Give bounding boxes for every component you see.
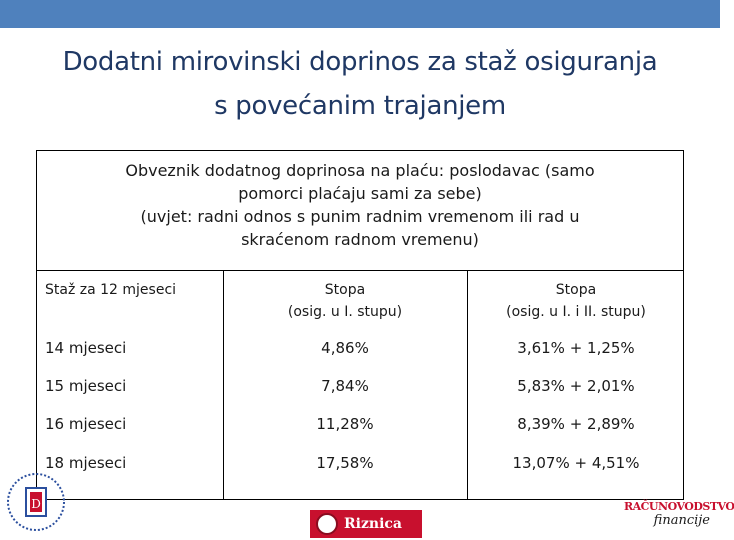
intro-line-3: (uvjet: radni odnos s punim radnim vremenom ili rad u [140, 207, 580, 226]
slide-title [20, 40, 700, 128]
table-intro [37, 151, 683, 271]
header-staz: Staž za 12 mjeseci [45, 282, 177, 298]
row-4-period: 18 mjeseci [45, 454, 127, 472]
header-stopa-1 [223, 279, 467, 323]
row-3-rate1: 11,28% [316, 415, 374, 433]
svg-text:D: D [31, 497, 41, 511]
header-stopa-2-line2: (osig. u I. i II. stupu) [506, 304, 646, 320]
header-stopa-1-line1: Stopa [324, 282, 366, 298]
slide-top-bar [0, 0, 720, 28]
row-3-period: 16 mjeseci [45, 415, 127, 433]
riznica-logo [310, 510, 422, 538]
title-line-1: Dodatni mirovinski doprinos za staž osiguranja [62, 47, 658, 77]
header-stopa-2 [467, 279, 685, 323]
row-3-rate2: 8,39% + 2,89% [517, 415, 635, 433]
institution-seal-logo [4, 468, 68, 536]
racunovodstvo-logo-line2: financije [653, 513, 710, 528]
intro-line-2: pomorci plaćaju sami za sebe) [238, 184, 482, 203]
intro-line-1: Obveznik dodatnog doprinosa na plaću: poslodavac (samo [125, 161, 595, 180]
header-stopa-1-line2: (osig. u I. stupu) [287, 304, 403, 320]
racunovodstvo-logo [624, 500, 734, 540]
racunovodstvo-logo-line1: RAČUNOVODSTVO [624, 500, 734, 513]
riznica-logo-text: Riznica [344, 516, 402, 532]
riznica-seal-icon [316, 513, 338, 535]
row-4-rate2: 13,07% + 4,51% [512, 454, 640, 472]
row-1-period: 14 mjeseci [45, 339, 127, 357]
row-4-rate1: 17,58% [316, 454, 374, 472]
row-2-period: 15 mjeseci [45, 377, 127, 395]
title-line-2: s povećanim trajanjem [214, 91, 506, 121]
intro-line-4: skraćenom radnom vremenu) [241, 230, 479, 249]
row-1-rate1: 4,86% [321, 339, 369, 357]
rates-table [36, 150, 684, 500]
row-2-rate2: 5,83% + 2,01% [517, 377, 635, 395]
header-stopa-2-line1: Stopa [555, 282, 597, 298]
row-1-rate2: 3,61% + 1,25% [517, 339, 635, 357]
row-2-rate1: 7,84% [321, 377, 369, 395]
